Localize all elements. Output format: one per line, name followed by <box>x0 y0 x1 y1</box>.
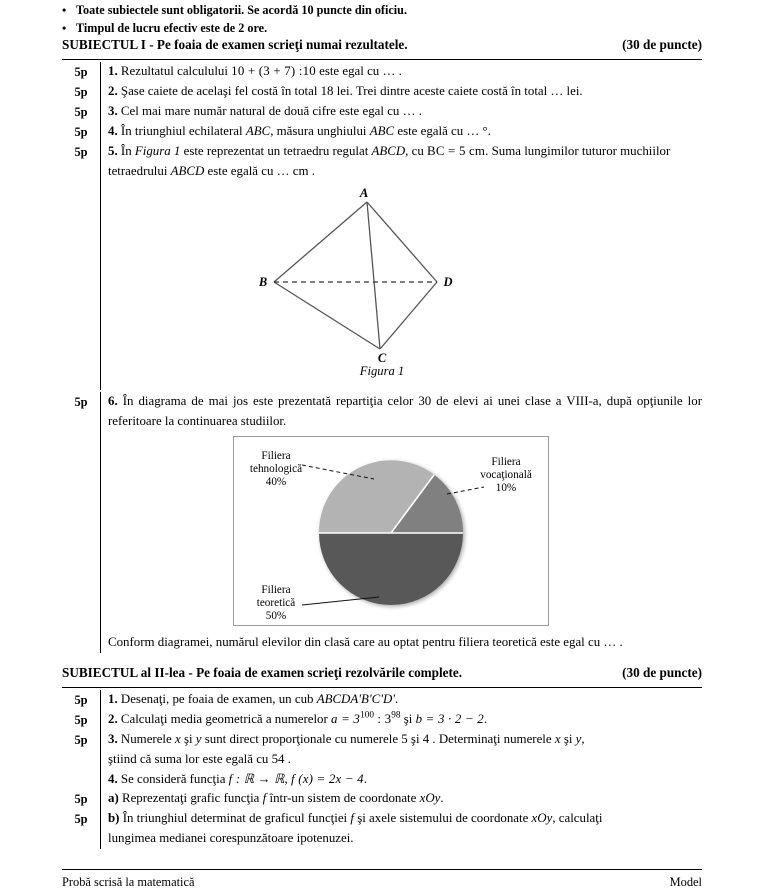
figure-1-container <box>62 188 702 379</box>
instruction-text: Toate subiectele sunt obligatorii. Se acordă 10 puncte din oficiu. <box>76 3 407 17</box>
footer-right-text: Model <box>669 875 702 889</box>
problem-3-number: 3. <box>108 104 118 118</box>
footer-left-text: Probă scrisă la matematică <box>62 875 195 889</box>
footer-divider <box>62 869 702 870</box>
problem-II-2-body <box>101 710 702 730</box>
pie-label-tehnologica-value: 40% <box>265 476 287 488</box>
problem-II-4a-text-mid: într-un sistem de coordonate <box>269 791 417 805</box>
problem-II-4-text-after: . <box>363 771 368 786</box>
edge-AC <box>367 202 380 349</box>
problem-4-number: 4. <box>108 124 118 138</box>
problem-5-number: 5. <box>108 144 118 158</box>
subject-1-divider <box>62 59 702 60</box>
problem-II-3-points: 5p <box>74 733 88 747</box>
problem-6-body <box>101 392 702 431</box>
problem-row-II-4b <box>62 809 702 829</box>
problem-II-2-expr-base: a = 3 <box>331 712 361 726</box>
problem-II-4b-var-f: f <box>350 811 354 825</box>
spacer-points <box>62 829 100 830</box>
pie-label-tehnologica-line2: tehnologică <box>249 463 303 475</box>
problem-II-1-var: ABCDA'B'C'D' <box>316 692 396 706</box>
problem-row-II-4a <box>62 789 702 809</box>
problem-II-4a-text-before: Reprezentaţi grafic funcţia <box>121 791 260 805</box>
instructions-list <box>62 2 702 38</box>
problem-row-II-3 <box>62 730 702 750</box>
problem-6-conclusion-container <box>62 633 702 653</box>
subject-1-title: SUBIECTUL I - Pe foaia de examen scrieţi numai rezultatele. <box>62 37 408 52</box>
problem-5-expression: BC = 5 cm <box>427 144 486 158</box>
problem-II-4a-body <box>101 789 702 809</box>
problem-II-2-expr-b: b = 3 · 2 − 2 <box>415 712 484 726</box>
problem-6-conclusion-body: Conform diagramei, numărul elevilor din clasă care au optat pentru filiera teoretică este egal cu … . <box>108 635 623 649</box>
problem-II-4-expr-domain: f : ℝ → ℝ <box>228 771 285 786</box>
pie-label-teoretica-value: 50% <box>265 610 287 622</box>
problem-2-points: 5p <box>74 85 88 99</box>
problem-II-4a-var-xoy: xOy <box>419 791 441 805</box>
problem-1-text-before: Rezultatul calculului <box>120 64 228 78</box>
edge-BC <box>274 282 380 349</box>
problem-4-var-2: ABC <box>369 124 395 138</box>
instruction-text: Timpul de lucru efectiv este de 2 ore. <box>76 21 268 35</box>
problem-2-text: Şase caiete de acelaşi fel costă în total 18 lei. Trei dintre aceste caiete costă în total … lei. <box>120 84 583 98</box>
instruction-item <box>62 20 702 36</box>
pie-label-tehnologica-line1: Filiera <box>261 450 291 462</box>
subject-1-header <box>62 36 702 53</box>
problem-II-3-si-1: şi <box>183 732 193 746</box>
problem-II-3-si-2: şi <box>563 732 573 746</box>
problem-2-number: 2. <box>108 84 118 98</box>
leader-line-vocationala <box>447 487 484 494</box>
problem-II-4b-text-after: , calculaţi <box>552 811 603 825</box>
problem-II-1-points: 5p <box>74 693 88 707</box>
problem-row-II-1 <box>62 690 702 710</box>
problem-1-number: 1. <box>108 64 118 78</box>
edge-AB <box>274 202 367 282</box>
problem-row-II-2 <box>62 710 702 730</box>
problem-II-4b-text-mid: şi axele sistemului de coordonate <box>357 811 529 825</box>
problem-4-body <box>101 122 702 142</box>
problem-3-text: Cel mai mare număr natural de două cifre este egal cu … . <box>120 104 422 118</box>
problem-II-2-text-after: . <box>483 712 488 726</box>
problem-II-2-points: 5p <box>74 713 88 727</box>
problem-II-4b-points: 5p <box>74 812 88 826</box>
pie-label-vocationala-line1: Filiera <box>491 456 521 468</box>
subject-1-problems <box>62 62 702 181</box>
subject-2-header <box>62 664 702 681</box>
problem-4-text-after: este egală cu … °. <box>397 124 491 138</box>
vertex-label-D: D <box>443 275 453 289</box>
pie-label-teoretica-line2: teoretică <box>256 597 296 609</box>
problem-row-II-4 <box>62 770 702 790</box>
problem-II-3-text-mid: sunt direct proporţionale cu numerele 5 şi 4 . Determinaţi numerele <box>204 732 552 746</box>
subject-2-points: (30 de puncte) <box>622 665 702 680</box>
vertex-label-B: B <box>258 275 268 289</box>
problem-5-var-2: ABCD <box>170 163 205 178</box>
problem-II-3-number: 3. <box>108 732 118 746</box>
problem-II-3-text-before: Numerele <box>120 732 172 746</box>
problem-4-text-mid: , măsura unghiului <box>270 124 367 138</box>
problem-II-4b-var-xoy: xOy <box>531 811 553 825</box>
pie-slice-teoretica <box>319 533 463 605</box>
problem-II-2-exponent-1: 100 <box>360 710 374 721</box>
problem-II-1-body <box>101 690 702 710</box>
problem-II-1-text-before: Desenaţi, pe foaia de examen, un cub <box>120 692 314 706</box>
subject-2-divider <box>62 687 702 688</box>
problem-II-3-body <box>101 730 702 750</box>
subject-2-title: SUBIECTUL al II-lea - Pe foaia de examen scrieţi rezolvările complete. <box>62 665 463 680</box>
problem-II-2-exponent-2: 98 <box>391 710 401 721</box>
problem-row-3 <box>62 102 702 122</box>
problem-row-II-4b-cont <box>62 829 702 849</box>
problem-5-text-after: este egală cu … cm . <box>207 163 315 178</box>
instruction-item <box>62 2 702 18</box>
bullet-icon: • <box>62 3 67 17</box>
problem-II-2-number: 2. <box>108 712 118 726</box>
problem-II-4-text-mid: , <box>284 771 288 786</box>
subject-2-problems <box>62 690 702 849</box>
problem-II-3-var-y2: y <box>575 732 582 746</box>
problem-2-body <box>101 82 702 102</box>
pie-label-vocationala-value: 10% <box>495 482 517 494</box>
problem-1-points: 5p <box>74 65 88 79</box>
problem-3-body <box>101 102 702 122</box>
problem-II-4a-var-f: f <box>262 791 267 805</box>
problem-row-5 <box>62 142 702 181</box>
pie-label-teoretica-line1: Filiera <box>261 584 291 596</box>
pie-chart-container <box>233 436 549 626</box>
bullet-icon: • <box>62 21 67 35</box>
problem-5-text-mid-1: este reprezentat un tetraedru regulat <box>183 144 369 158</box>
problem-II-3-var-x: x <box>174 732 181 746</box>
problem-row-6-conclusion <box>62 633 702 653</box>
problem-6-container <box>62 392 702 431</box>
subject-1-points: (30 de puncte) <box>622 37 702 52</box>
problem-II-4b-text-before: În triunghiul determinat de graficul funcţiei <box>122 811 348 825</box>
problem-1-text-after: este egal cu … . <box>319 64 402 78</box>
problem-II-3-line-2: ştiind că suma lor este egală cu 54 . <box>108 752 291 766</box>
problem-II-4-text-before: Se consideră funcţia <box>120 771 226 786</box>
problem-6-points: 5p <box>74 395 88 409</box>
spacer-points <box>62 750 100 751</box>
problem-5-body <box>101 142 702 181</box>
problem-5-text-mid-2: , cu <box>405 144 424 158</box>
problem-II-2-text-mid: şi <box>403 712 413 726</box>
problem-II-4-points <box>62 770 100 771</box>
page-footer <box>62 874 702 890</box>
problem-5-figure-ref: Figura 1 <box>134 144 181 158</box>
problem-5-points: 5p <box>74 145 88 159</box>
problem-II-4b-body <box>101 809 702 829</box>
problem-row-2 <box>62 82 702 102</box>
problem-II-1-number: 1. <box>108 692 118 706</box>
problem-II-4b-number: b) <box>108 811 120 825</box>
problem-row-1 <box>62 62 702 82</box>
problem-II-4b-line-2: lungimea medianei corespunzătoare ipotenuzei. <box>108 831 354 845</box>
problem-6-number: 6. <box>108 394 118 408</box>
problem-row-6 <box>62 392 702 431</box>
pie-label-vocationala-line2: vocaţională <box>480 469 532 481</box>
problem-II-4-body <box>101 770 702 790</box>
problem-II-4a-points: 5p <box>74 792 88 806</box>
problem-II-2-expr-mid: : 3 <box>373 712 392 726</box>
problem-6-text: În diagrama de mai jos este prezentată repartiţia celor 30 de elevi ai unei clase a VIII-a, după opţiunile lor referitoare la continuarea studiilor. <box>108 394 702 428</box>
problem-4-text-before: În triunghiul echilateral <box>120 124 243 138</box>
vertex-label-C: C <box>377 351 387 363</box>
problem-II-3-text-after: , <box>581 732 585 746</box>
column-separator-chart <box>100 430 101 652</box>
figure-1-caption: Figura 1 <box>359 364 405 378</box>
problem-1-body <box>101 62 702 82</box>
problem-II-1-text-after: . <box>395 692 399 706</box>
problem-1-expression: 10 + (3 + 7) :10 <box>231 64 316 78</box>
tetrahedron-figure <box>252 188 512 363</box>
problem-II-2-text-before: Calculaţi media geometrică a numerelor <box>120 712 328 726</box>
problem-5-var-1: ABCD <box>371 144 406 158</box>
edge-CD <box>380 282 437 349</box>
vertex-label-A: A <box>359 188 369 200</box>
problem-II-3-var-y: y <box>195 732 202 746</box>
problem-6-conclusion-points <box>62 633 100 634</box>
pie-chart <box>234 437 548 625</box>
problem-5-text-before: În <box>120 144 132 158</box>
edge-AD <box>367 202 437 282</box>
problem-row-4 <box>62 122 702 142</box>
problem-5-text-mid-3: . Suma lungimilor tuturor muchiilor tetraedrului <box>108 144 671 178</box>
problem-II-4-expr-formula: f (x) = 2x − 4 <box>291 771 364 786</box>
problem-II-4-number: 4. <box>108 771 118 786</box>
problem-II-3-var-x2: x <box>554 732 561 746</box>
problem-3-points: 5p <box>74 105 88 119</box>
problem-II-4a-number: a) <box>108 791 119 805</box>
problem-II-4a-text-after: . <box>440 791 444 805</box>
problem-4-var-1: ABC <box>245 124 271 138</box>
problem-4-points: 5p <box>74 125 88 139</box>
problem-row-II-3-cont <box>62 750 702 770</box>
